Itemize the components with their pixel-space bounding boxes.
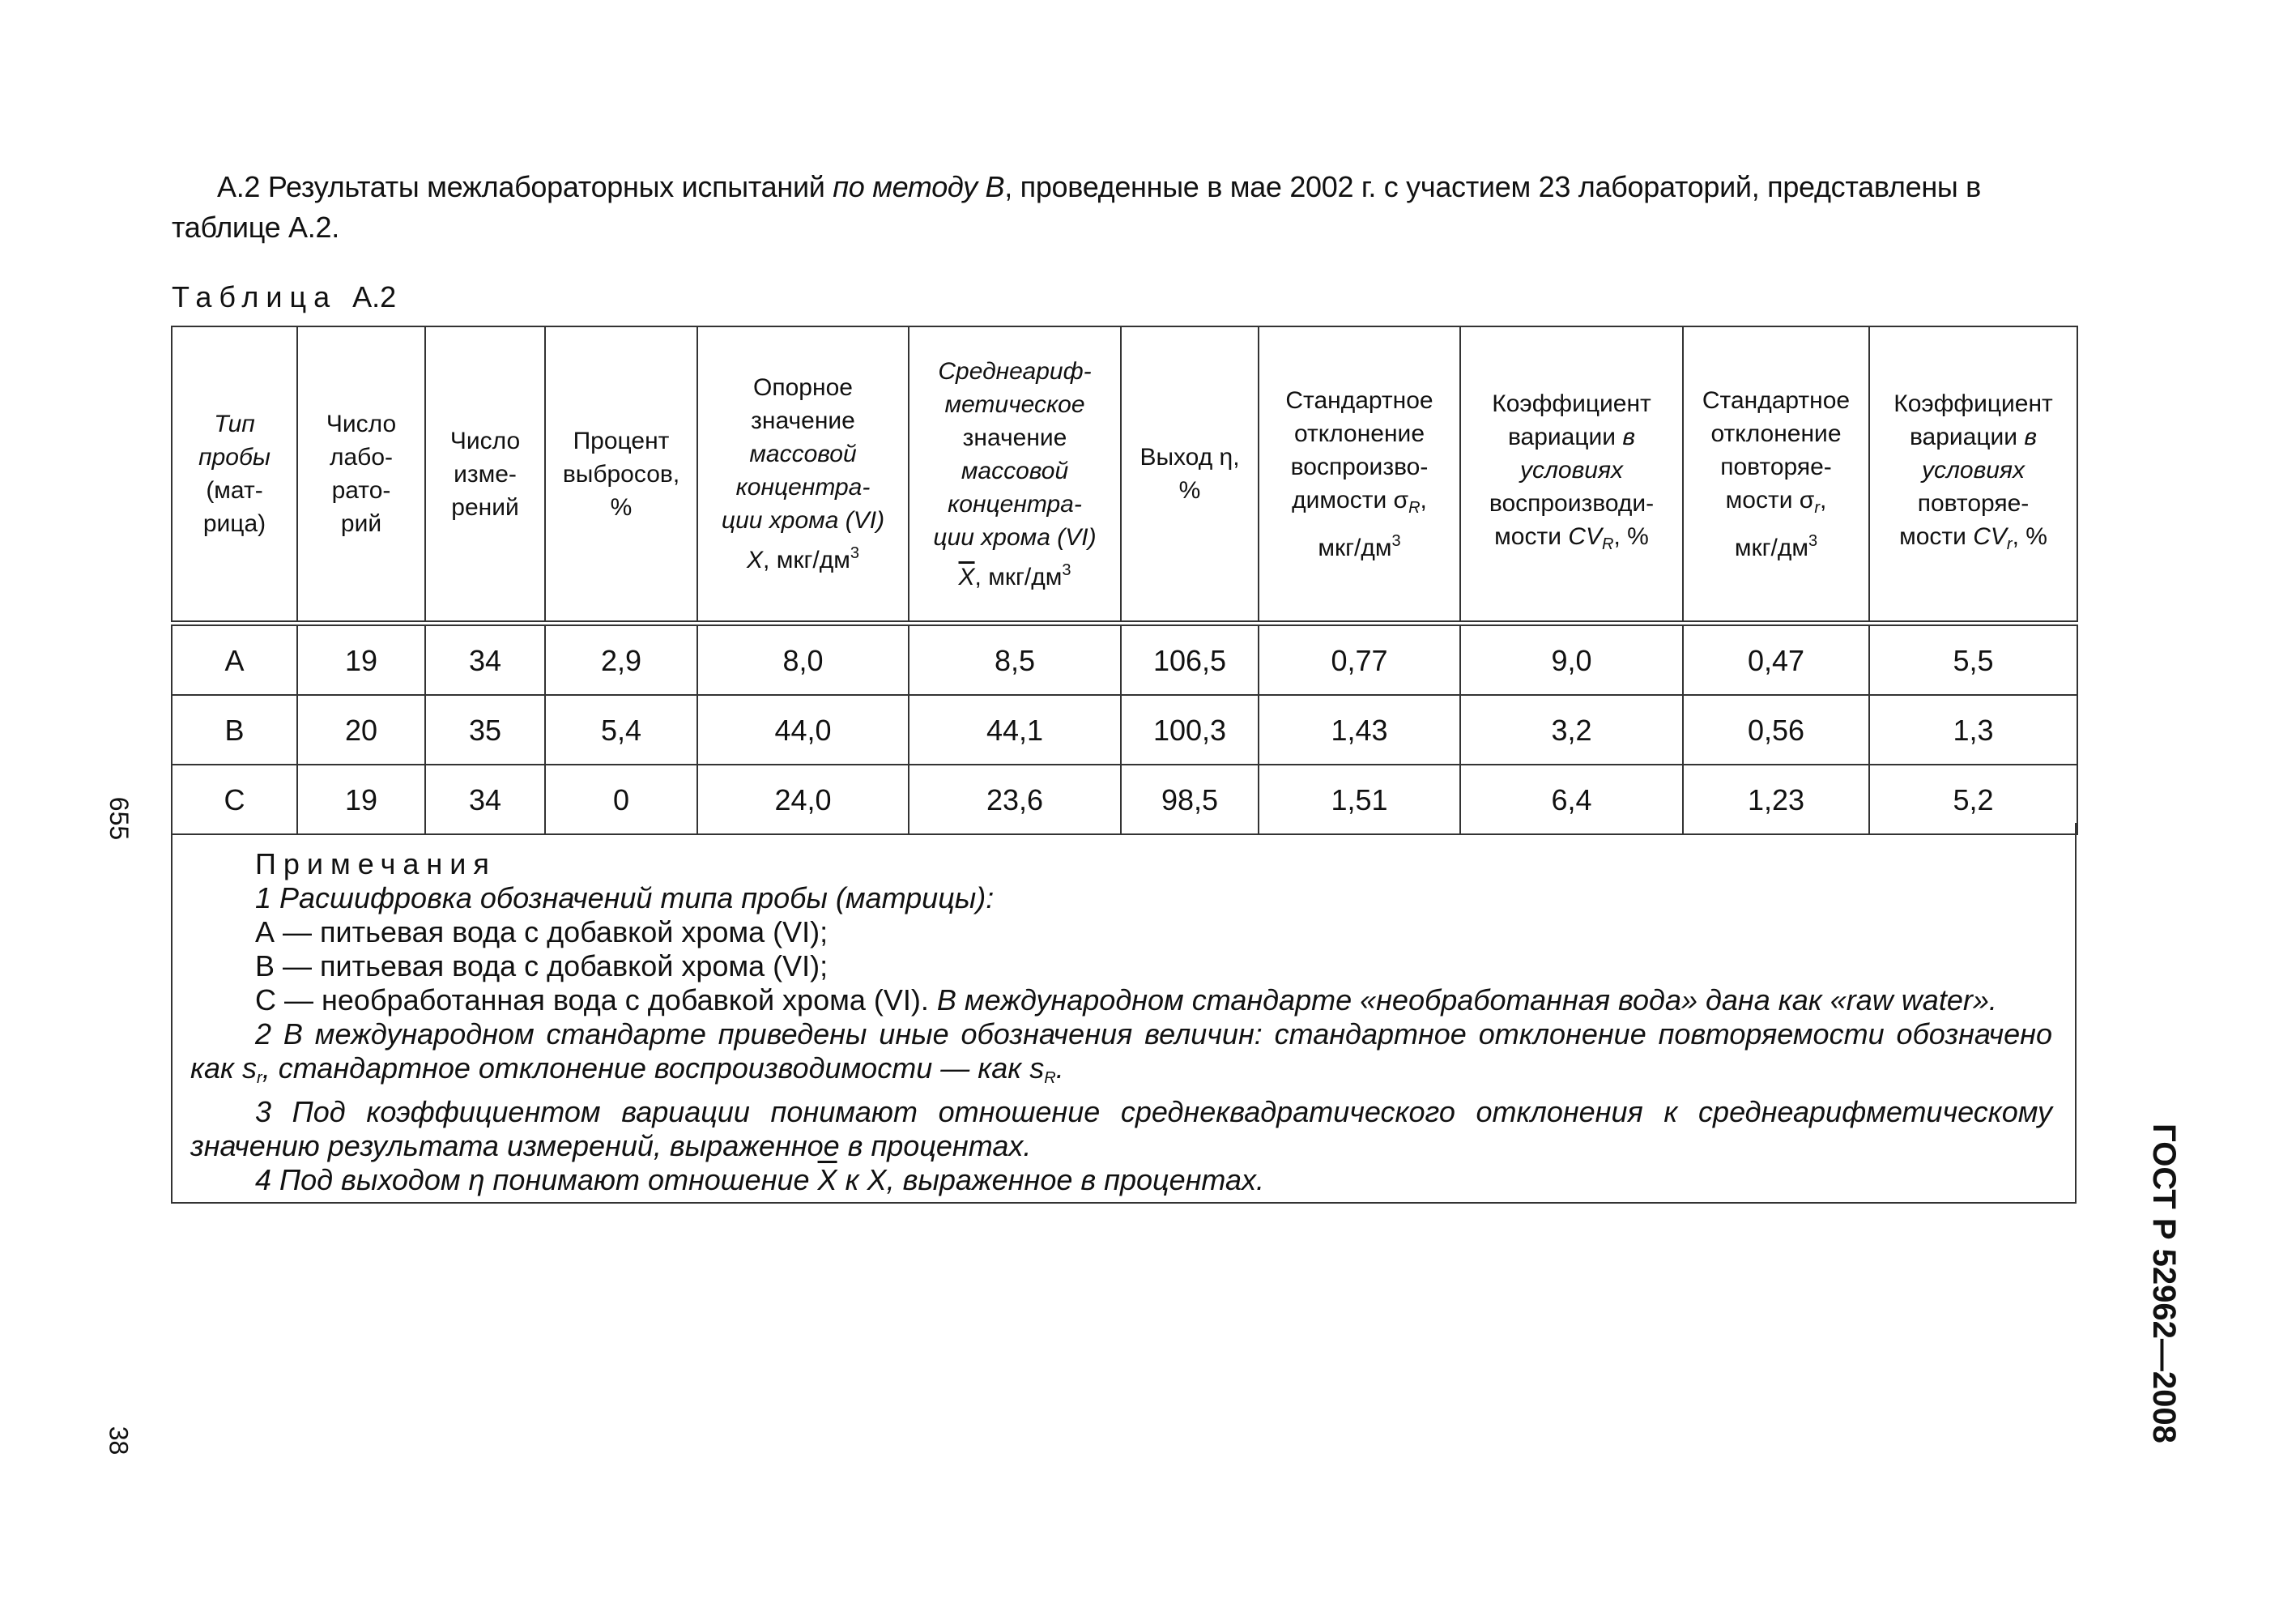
results-table xyxy=(171,326,2078,835)
cell-mean-value: 44,1 xyxy=(909,695,1121,765)
note-3: 3 Под коэффициентом вариации понимают отношение среднеквадратического отклонения к среднеарифметическому значению результата измерений, выраженное в процентах. xyxy=(190,1095,2052,1162)
cell-repeatability-cv: 5,2 xyxy=(1869,765,2077,834)
header-reproducibility-cv: Коэффициент вариации в условиях воспроизводи- мости $CV_R$, % xyxy=(1460,326,1683,624)
header-sample-type: Тип пробы (мат- рица) xyxy=(172,326,297,624)
cell-yield: 106,5 xyxy=(1121,624,1259,696)
document-code: ГОСТ Р 52962—2008 xyxy=(2145,1123,2182,1443)
header-repeatability-cv: Коэффициент вариации в условиях повторяе- мости $CV_r$, % xyxy=(1869,326,2077,624)
header-measurement-count: Число изме- рений xyxy=(425,326,545,624)
table-caption xyxy=(172,280,396,314)
cell-reproducibility-sd: 1,43 xyxy=(1259,695,1460,765)
page-number-top: 655 xyxy=(104,796,134,841)
cell-repeatability-cv: 5,5 xyxy=(1869,624,2077,696)
cell-outlier-percent: 5,4 xyxy=(545,695,697,765)
header-reference-value: Опорное значение массовой концентра- ции хрома (VI) X, мкг/$дм^3$ xyxy=(697,326,909,624)
table-row xyxy=(172,624,2077,696)
note-1: 1 Расшифровка обозначений типа пробы (матрицы): xyxy=(255,881,995,914)
notes-block xyxy=(171,823,2077,1204)
cell-outlier-percent: 0 xyxy=(545,765,697,834)
caption-number: А.2 xyxy=(352,280,397,313)
cell-reproducibility-cv: 6,4 xyxy=(1460,765,1683,834)
cell-sample-type: A xyxy=(172,624,297,696)
cell-repeatability-sd: 0,47 xyxy=(1683,624,1869,696)
page-number-bottom: 38 xyxy=(104,1426,134,1456)
note-1-a: А — питьевая вода с добавкой хрома (VI); xyxy=(255,915,829,948)
cell-measurement-count: 34 xyxy=(425,624,545,696)
cell-reference-value: 44,0 xyxy=(697,695,909,765)
cell-yield: 100,3 xyxy=(1121,695,1259,765)
note-1-b: В — питьевая вода с добавкой хрома (VI); xyxy=(255,949,829,983)
note-4: 4 Под выходом η понимают отношение $\overline{X}$ к X, выраженное в процентах. xyxy=(255,1163,1265,1196)
intro-rest: , проведенные в мае 2002 г. с участием 23 лабораторий, представлены в таблице А.2. xyxy=(172,170,1981,244)
cell-repeatability-sd: 1,23 xyxy=(1683,765,1869,834)
cell-lab-count: 19 xyxy=(297,765,425,834)
cell-mean-value: 23,6 xyxy=(909,765,1121,834)
cell-lab-count: 19 xyxy=(297,624,425,696)
note-2: 2 В международном стандарте приведены иные обозначения величин: стандартное отклонение повторяемости обозначено как $s_r$, стандартное отклонение воспроизводимости — как $s_R$. xyxy=(190,1017,2052,1087)
intro-lead: А.2 Результаты межлабораторных испытаний xyxy=(217,170,833,203)
cell-sample-type: B xyxy=(172,695,297,765)
header-repeatability-sd: Стандартное отклонение повторяе- мости $\sigma_r$, мкг/$дм^3$ xyxy=(1683,326,1869,624)
cell-lab-count: 20 xyxy=(297,695,425,765)
cell-reproducibility-sd: 0,77 xyxy=(1259,624,1460,696)
cell-reference-value: 24,0 xyxy=(697,765,909,834)
header-reproducibility-sd: Стандартное отклонение воспроизво- димости $\sigma_R$, мкг/$дм^3$ xyxy=(1259,326,1460,624)
cell-measurement-count: 35 xyxy=(425,695,545,765)
cell-repeatability-cv: 1,3 xyxy=(1869,695,2077,765)
caption-word: Таблица xyxy=(172,280,338,313)
note-1-c: С — необработанная вода с добавкой хрома (VI). В международном стандарте «необработанная вода» дана как «raw water». xyxy=(255,983,1997,1017)
header-row xyxy=(172,326,2077,624)
cell-repeatability-sd: 0,56 xyxy=(1683,695,1869,765)
cell-reproducibility-cv: 9,0 xyxy=(1460,624,1683,696)
header-mean-value: Среднеариф- метическое значение массовой концентра- ции хрома (VI) $\overline{X}$, мкг/$дм^3$ xyxy=(909,326,1121,624)
cell-reproducibility-sd: 1,51 xyxy=(1259,765,1460,834)
header-lab-count: Число лабо- рато- рий xyxy=(297,326,425,624)
header-yield: Выход η, % xyxy=(1121,326,1259,624)
cell-yield: 98,5 xyxy=(1121,765,1259,834)
cell-sample-type: C xyxy=(172,765,297,834)
header-outlier-percent: Процент выбросов, % xyxy=(545,326,697,624)
cell-mean-value: 8,5 xyxy=(909,624,1121,696)
intro-paragraph xyxy=(172,167,2077,248)
cell-reference-value: 8,0 xyxy=(697,624,909,696)
cell-reproducibility-cv: 3,2 xyxy=(1460,695,1683,765)
notes-title: Примечания xyxy=(255,847,496,880)
cell-outlier-percent: 2,9 xyxy=(545,624,697,696)
intro-method: по методу В xyxy=(833,170,1005,203)
table-row xyxy=(172,695,2077,765)
cell-measurement-count: 34 xyxy=(425,765,545,834)
